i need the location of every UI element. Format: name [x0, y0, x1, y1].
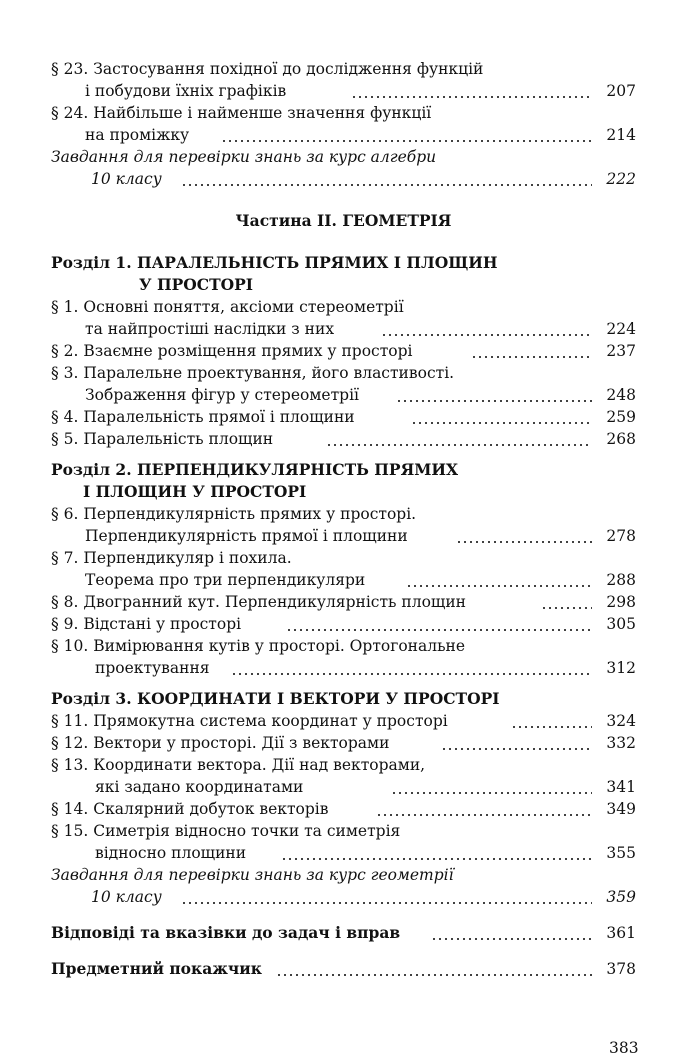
- toc-entry-title: § 7. Перпендикуляр і похила.: [51, 547, 636, 569]
- toc-entry-continuation: Зображення фігур у стереометрії 248: [85, 386, 636, 404]
- page-number: 383: [609, 1039, 639, 1057]
- toc-entry: [51, 754, 636, 798]
- toc-page-number: 224: [606, 320, 636, 338]
- toc-entry-title: § 10. Вимірювання кутів у просторі. Ортогональне: [51, 635, 636, 657]
- section-heading: Розділ 2. ПЕРПЕНДИКУЛЯРНІСТЬ ПРЯМИХ: [51, 460, 459, 479]
- toc-entry: [51, 635, 636, 679]
- toc-entry-title: § 13. Координати вектора. Дії над векторами,: [51, 754, 636, 776]
- toc-entry-algebra-check: [51, 146, 636, 190]
- toc-entry: [51, 58, 636, 102]
- toc-page-number: 341: [606, 778, 636, 796]
- toc-page-number: 332: [606, 734, 636, 752]
- toc-entry-index: Предметний покажчик 378: [51, 959, 636, 978]
- toc-entry-continuation: відносно площини 355: [95, 844, 636, 862]
- toc-page-number: 288: [606, 571, 636, 589]
- toc-entry-geometry-check: [51, 864, 636, 908]
- section-heading-continuation: І ПЛОЩИН У ПРОСТОРІ: [83, 482, 307, 501]
- toc-page-number: 237: [606, 342, 636, 360]
- toc-entry: [51, 296, 636, 340]
- toc-page-number: 378: [606, 960, 636, 978]
- toc-page-number: 248: [606, 386, 636, 404]
- toc-page-number: 361: [606, 924, 636, 942]
- toc-entry-title: § 15. Симетрія відносно точки та симетрія: [51, 820, 636, 842]
- toc-entry: [51, 547, 636, 591]
- toc-entry-continuation: на проміжку 214: [85, 126, 636, 144]
- toc-entry: [51, 503, 636, 547]
- toc-entry: [51, 102, 636, 146]
- toc-page-number: 349: [606, 800, 636, 818]
- toc-entry: § 5. Паралельність площин 268: [51, 430, 636, 448]
- toc-entry: § 8. Двогранний кут. Перпендикулярність площин 298: [51, 593, 636, 611]
- toc-entry-continuation: 10 класу 222: [91, 170, 636, 188]
- toc-entry-title: Завдання для перевірки знань за курс геометрії: [51, 864, 636, 886]
- toc-entry-continuation: проектування 312: [95, 659, 636, 677]
- toc-entry-title: § 6. Перпендикулярність прямих у просторі.: [51, 503, 636, 525]
- toc-entry: [51, 820, 636, 864]
- toc-entry-answers: Відповіді та вказівки до задач і вправ 361: [51, 923, 636, 942]
- toc-entry: § 2. Взаємне розміщення прямих у просторі 237: [51, 342, 636, 360]
- toc-page-number: 268: [606, 430, 636, 448]
- part-title: Частина II. ГЕОМЕТРІЯ: [235, 211, 452, 230]
- toc-page-number: 312: [606, 659, 636, 677]
- toc-entry: § 4. Паралельність прямої і площини 259: [51, 408, 636, 426]
- toc-page-number: 278: [606, 527, 636, 545]
- toc-entry-continuation: Перпендикулярність прямої і площини 278: [85, 527, 636, 545]
- section-heading: Розділ 1. ПАРАЛЕЛЬНІСТЬ ПРЯМИХ І ПЛОЩИН: [51, 253, 498, 272]
- toc-entry: § 14. Скалярний добуток векторів 349: [51, 800, 636, 818]
- toc-page-number: 259: [606, 408, 636, 426]
- toc-entry: § 11. Прямокутна система координат у просторі 324: [51, 712, 636, 730]
- toc-page-number: 207: [606, 82, 636, 100]
- toc-entry-title: Завдання для перевірки знань за курс алгебри: [51, 146, 636, 168]
- toc-entry-title: § 1. Основні поняття, аксіоми стереометрії: [51, 296, 636, 318]
- toc-entry-title: § 3. Паралельне проектування, його властивості.: [51, 362, 636, 384]
- toc-page-number: 305: [606, 615, 636, 633]
- toc-page-number: 324: [606, 712, 636, 730]
- toc-page-number: 214: [606, 126, 636, 144]
- toc-page-number: 355: [606, 844, 636, 862]
- toc-page-number: 359: [606, 888, 636, 906]
- toc-page-number: 298: [606, 593, 636, 611]
- table-of-contents: [51, 58, 636, 980]
- section-heading: Розділ 3. КООРДИНАТИ І ВЕКТОРИ У ПРОСТОРІ: [51, 689, 500, 708]
- toc-entry: § 9. Відстані у просторі 305: [51, 615, 636, 633]
- toc-entry: [51, 362, 636, 406]
- toc-entry: § 12. Вектори у просторі. Дії з векторами 332: [51, 734, 636, 752]
- toc-entry-continuation: які задано координатами 341: [95, 778, 636, 796]
- toc-entry-continuation: 10 класу 359: [91, 888, 636, 906]
- toc-entry-title: § 24. Найбільше і найменше значення функції: [51, 102, 636, 124]
- toc-entry-continuation: Теорема про три перпендикуляри 288: [85, 571, 636, 589]
- toc-entry-continuation: і побудови їхніх графіків 207: [85, 82, 636, 100]
- toc-page-number: 222: [606, 170, 636, 188]
- toc-entry-title: § 23. Застосування похідної до дослідження функцій: [51, 58, 636, 80]
- section-heading-continuation: У ПРОСТОРІ: [139, 275, 254, 294]
- toc-entry-continuation: та найпростіші наслідки з них 224: [85, 320, 636, 338]
